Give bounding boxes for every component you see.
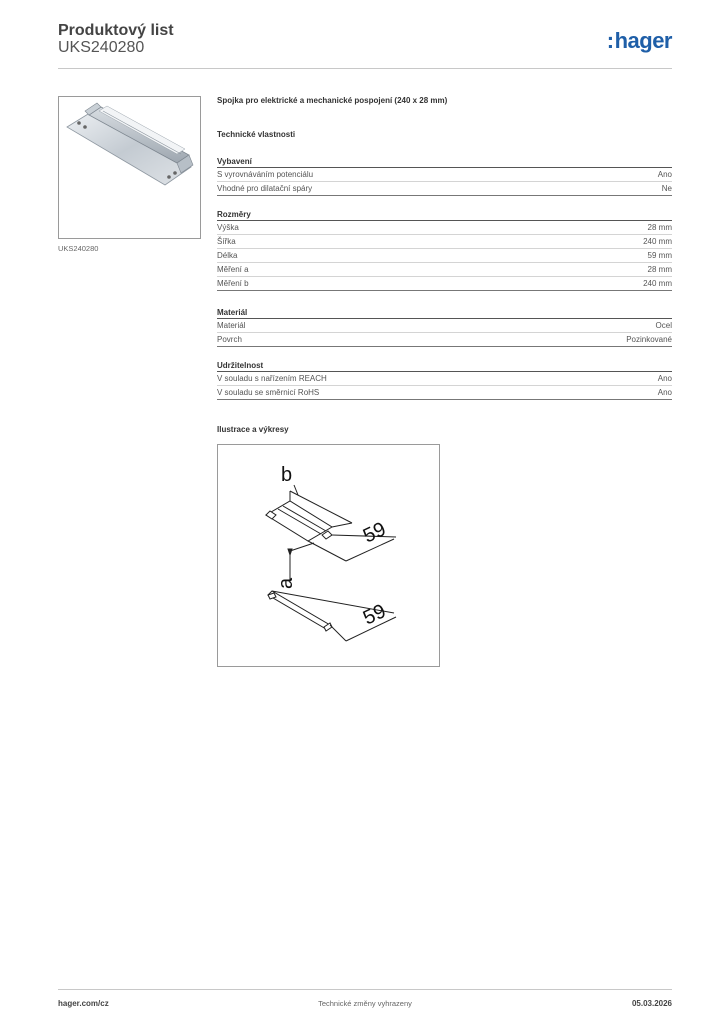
table-row	[217, 386, 672, 400]
row-value: Ocel	[655, 321, 672, 330]
footer-disclaimer: Technické změny vyhrazeny	[318, 999, 412, 1008]
row-value: Ne	[661, 184, 672, 193]
row-value: 28 mm	[647, 223, 672, 232]
row-label: Vhodné pro dilatační spáry	[217, 184, 313, 193]
table-row	[217, 263, 672, 277]
row-label: Povrch	[217, 335, 242, 344]
row-label: Délka	[217, 251, 238, 260]
table-row	[217, 372, 672, 386]
page-header	[58, 20, 672, 69]
section-title: Materiál	[217, 306, 672, 319]
row-value: Ano	[657, 374, 672, 383]
row-label: S vyrovnáváním potenciálu	[217, 170, 314, 179]
dimension-b-label: b	[281, 464, 293, 486]
table-row	[217, 221, 672, 235]
row-value: 59 mm	[647, 251, 672, 260]
section-title: Vybavení	[217, 155, 672, 168]
table-row	[217, 168, 672, 182]
thumbnail-caption: UKS240280	[58, 244, 99, 253]
technical-drawing	[217, 444, 440, 667]
row-label: Šířka	[217, 237, 236, 246]
footer-website-link[interactable]: hager.com/cz	[58, 999, 109, 1008]
connector-photo-icon	[59, 97, 200, 238]
footer-date: 05.03.2026	[631, 999, 672, 1008]
row-value: Ano	[657, 170, 672, 179]
row-label: V souladu s nařízením REACH	[217, 374, 327, 383]
dimension-a-label: a	[275, 577, 297, 589]
row-value: 240 mm	[643, 237, 672, 246]
row-label: Výška	[217, 223, 239, 232]
product-description: Spojka pro elektrické a mechanické pospojení (240 x 28 mm)	[217, 96, 448, 105]
table-row	[217, 319, 672, 333]
dimension-59-bottom-label: 59	[359, 600, 390, 630]
product-code: UKS240280	[58, 39, 145, 56]
table-row	[217, 249, 672, 263]
row-value: Ano	[657, 388, 672, 397]
section-sustainability	[217, 359, 672, 400]
section-dimensions	[217, 208, 672, 291]
logo-text: hager	[614, 28, 672, 53]
row-value: 28 mm	[647, 265, 672, 274]
table-row	[217, 333, 672, 347]
table-row	[217, 277, 672, 291]
table-row	[217, 235, 672, 249]
section-title: Udržitelnost	[217, 359, 672, 372]
dimension-drawing-icon	[218, 445, 439, 666]
section-title: Rozměry	[217, 208, 672, 221]
row-label: Měření a	[217, 265, 249, 274]
section-equipment	[217, 155, 672, 196]
table-row	[217, 182, 672, 196]
row-value: 240 mm	[643, 279, 672, 288]
row-value: Pozinkované	[626, 335, 672, 344]
row-label: V souladu se směrnicí RoHS	[217, 388, 320, 397]
document-title: Produktový list	[58, 22, 174, 39]
dimension-59-top-label: 59	[359, 518, 390, 548]
page-footer	[58, 989, 672, 1009]
tech-properties-title: Technické vlastnosti	[217, 130, 296, 139]
section-material	[217, 306, 672, 347]
row-label: Měření b	[217, 279, 249, 288]
product-thumbnail	[58, 96, 201, 239]
hager-logo[interactable]: :hager	[606, 28, 672, 53]
row-label: Materiál	[217, 321, 246, 330]
illustrations-title: Ilustrace a výkresy	[217, 425, 289, 434]
